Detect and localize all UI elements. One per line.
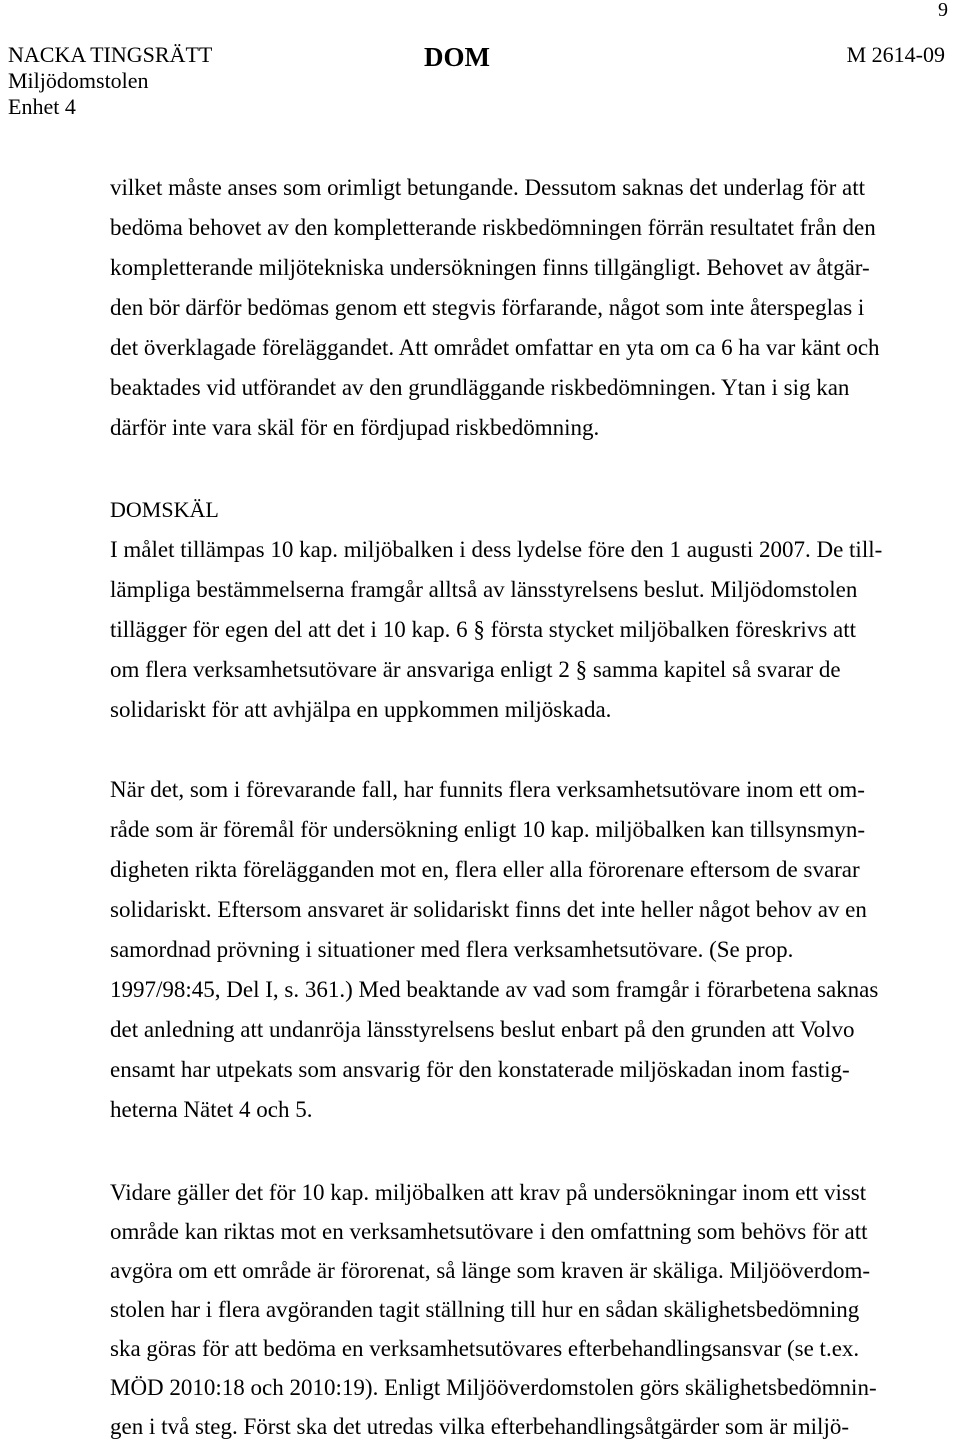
text-line: därför inte vara skäl för en fördjupad riskbedömning. (110, 415, 600, 440)
court-name: NACKA TINGSRÄTT (8, 42, 213, 67)
text-line: heterna Nätet 4 och 5. (110, 1097, 313, 1122)
text-line: råde som är föremål för undersökning enligt 10 kap. miljöbalken kan tillsynsmyn- (110, 817, 866, 842)
section-heading: DOMSKÄL (110, 497, 219, 522)
text-line: lämpliga bestämmelserna framgår alltså av länsstyrelsens beslut. Miljödomstolen (110, 577, 858, 602)
text-line: det anledning att undanröja länsstyrelsens beslut enbart på den grunden att Volvo (110, 1017, 855, 1042)
page-number: 9 (938, 0, 948, 21)
text-line: bedöma behovet av den kompletterande riskbedömningen förrän resultatet från den (110, 215, 876, 240)
text-line: den bör därför bedömas genom ett stegvis förfarande, något som inte återspeglas i (110, 295, 865, 320)
text-line: det överklagade föreläggandet. Att området omfattar en yta om ca 6 ha var känt och (110, 335, 880, 360)
text-line: avgöra om ett område är förorenat, så länge som kraven är skäliga. Miljööverdom- (110, 1258, 871, 1283)
text-line: samordnad prövning i situationer med flera verksamhetsutövare. (Se prop. (110, 937, 794, 962)
text-line: 1997/98:45, Del I, s. 361.) Med beaktande av vad som framgår i förarbetena saknas (110, 977, 879, 1002)
text-line: Vidare gäller det för 10 kap. miljöbalken att krav på undersökningar inom ett visst (110, 1180, 867, 1205)
case-number: M 2614-09 (846, 42, 945, 67)
text-line: ensamt har utpekats som ansvarig för den konstaterade miljöskadan inom fastig- (110, 1057, 850, 1082)
paragraph-4 (110, 1173, 910, 1446)
text-line: beaktades vid utförandet av den grundläggande riskbedömningen. Ytan i sig kan (110, 375, 850, 400)
text-line: kompletterande miljötekniska undersökningen finns tillgängligt. Behovet av åtgär- (110, 255, 870, 280)
document-header-left (8, 42, 212, 120)
paragraph-2 (110, 530, 910, 730)
court-division: Enhet 4 (8, 94, 76, 119)
text-line: område kan riktas mot en verksamhetsutövare i den omfattning som behövs för att (110, 1219, 868, 1244)
text-line: om flera verksamhetsutövare är ansvariga enligt 2 § samma kapitel så svarar de (110, 657, 841, 682)
text-line: solidariskt för att avhjälpa en uppkommen miljöskada. (110, 697, 612, 722)
text-line: gen i två steg. Först ska det utredas vilka efterbehandlingsåtgärder som är miljö- (110, 1414, 849, 1439)
court-unit: Miljödomstolen (8, 68, 149, 93)
text-line: I målet tillämpas 10 kap. miljöbalken i dess lydelse före den 1 augusti 2007. De till- (110, 537, 883, 562)
document-type: DOM (424, 42, 490, 72)
text-line: vilket måste anses som orimligt betungande. Dessutom saknas det underlag för att (110, 175, 866, 200)
text-line: När det, som i förevarande fall, har funnits flera verksamhetsutövare inom ett om- (110, 777, 865, 802)
text-line: digheten rikta förelägganden mot en, flera eller alla förorenare eftersom de svarar (110, 857, 860, 882)
paragraph-1 (110, 168, 910, 448)
text-line: stolen har i flera avgöranden tagit ställning till hur en sådan skälighetsbedömning (110, 1297, 860, 1322)
text-line: MÖD 2010:18 och 2010:19). Enligt Miljööverdomstolen görs skälighetsbedömnin- (110, 1375, 877, 1400)
paragraph-3 (110, 770, 910, 1130)
text-line: solidariskt. Eftersom ansvaret är solidariskt finns det inte heller något behov av en (110, 897, 867, 922)
text-line: ska göras för att bedöma en verksamhetsutövares efterbehandlingsansvar (se t.ex. (110, 1336, 860, 1361)
text-line: tillägger för egen del att det i 10 kap. 6 § första stycket miljöbalken föreskrivs att (110, 617, 857, 642)
